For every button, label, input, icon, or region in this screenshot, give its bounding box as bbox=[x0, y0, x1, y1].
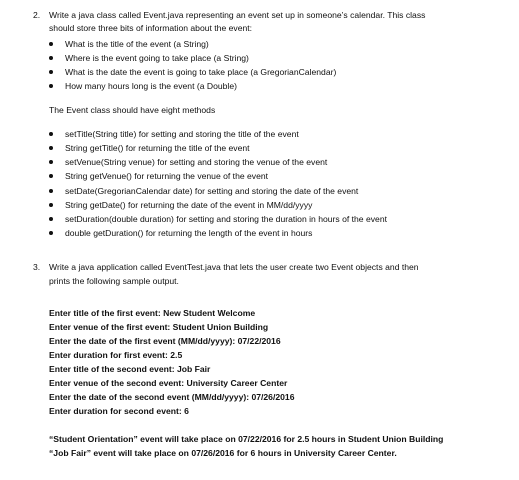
question-2-intro-line: should store three bits of information about the event: bbox=[49, 23, 253, 33]
sample-input-line: Enter title of the second event: Job Fair bbox=[49, 364, 211, 374]
method-bullet bbox=[49, 186, 358, 196]
bullet-icon bbox=[49, 174, 53, 178]
bullet-icon bbox=[49, 160, 53, 164]
method-text: setDate(GregorianCalendar date) for setting and storing the date of the event bbox=[65, 186, 359, 196]
method-text: String getVenue() for returning the venue of the event bbox=[65, 171, 269, 181]
sample-input-line: Enter title of the first event: New Student Welcome bbox=[49, 308, 256, 318]
field-bullet bbox=[49, 81, 237, 91]
question-2-intro-line: Write a java class called Event.java representing an event set up in someone’s calendar. This class bbox=[49, 10, 426, 20]
bullet-icon bbox=[49, 203, 53, 207]
method-text: String getTitle() for returning the title of the event bbox=[65, 143, 250, 153]
method-bullet bbox=[49, 143, 250, 153]
methods-heading: The Event class should have eight methods bbox=[49, 105, 216, 115]
field-bullet bbox=[49, 39, 209, 49]
method-bullet bbox=[49, 228, 312, 238]
method-bullet bbox=[49, 171, 268, 181]
method-bullet bbox=[49, 157, 327, 167]
bullet-icon bbox=[49, 146, 53, 150]
bullet-icon bbox=[49, 217, 53, 221]
bullet-icon bbox=[49, 84, 53, 88]
sample-input-line: Enter duration for second event: 6 bbox=[49, 406, 189, 416]
sample-input-line: Enter venue of the first event: Student Union Building bbox=[49, 322, 269, 332]
method-bullet bbox=[49, 214, 387, 224]
method-bullet bbox=[49, 129, 299, 139]
bullet-icon bbox=[49, 132, 53, 136]
method-text: String getDate() for returning the date of the event in MM/dd/yyyy bbox=[65, 200, 313, 210]
method-text: double getDuration() for returning the length of the event in hours bbox=[65, 228, 313, 238]
sample-input-line: Enter the date of the second event (MM/dd/yyyy): 07/26/2016 bbox=[49, 392, 295, 402]
bullet-icon bbox=[49, 189, 53, 193]
bullet-icon bbox=[49, 42, 53, 46]
field-bullet bbox=[49, 67, 336, 77]
sample-output-line: “Student Orientation” event will take place on 07/22/2016 for 2.5 hours in Student Union Building bbox=[49, 434, 444, 444]
field-bullet bbox=[49, 53, 249, 63]
question-3-intro-line: prints the following sample output. bbox=[49, 276, 179, 286]
field-text: How many hours long is the event (a Double) bbox=[65, 81, 237, 91]
bullet-icon bbox=[49, 56, 53, 60]
method-text: setDuration(double duration) for setting and storing the duration in hours of the event bbox=[65, 214, 387, 224]
field-text: What is the title of the event (a String) bbox=[65, 39, 209, 49]
method-text: setVenue(String venue) for setting and storing the venue of the event bbox=[65, 157, 328, 167]
bullet-icon bbox=[49, 70, 53, 74]
method-text: setTitle(String title) for setting and storing the title of the event bbox=[65, 129, 299, 139]
question-2-number: 2. bbox=[33, 10, 41, 20]
question-3-intro-line: Write a java application called EventTest.java that lets the user create two Event objects and then bbox=[49, 262, 419, 272]
method-bullet bbox=[49, 200, 312, 210]
field-text: What is the date the event is going to take place (a GregorianCalendar) bbox=[65, 67, 337, 77]
field-text: Where is the event going to take place (a String) bbox=[65, 53, 249, 63]
sample-output-line: “Job Fair” event will take place on 07/26/2016 for 6 hours in University Career Center. bbox=[49, 448, 397, 458]
sample-input-line: Enter duration for first event: 2.5 bbox=[49, 350, 183, 360]
sample-input-line: Enter venue of the second event: University Career Center bbox=[49, 378, 288, 388]
sample-input-line: Enter the date of the first event (MM/dd/yyyy): 07/22/2016 bbox=[49, 336, 281, 346]
bullet-icon bbox=[49, 231, 53, 235]
question-3-number: 3. bbox=[33, 262, 41, 272]
